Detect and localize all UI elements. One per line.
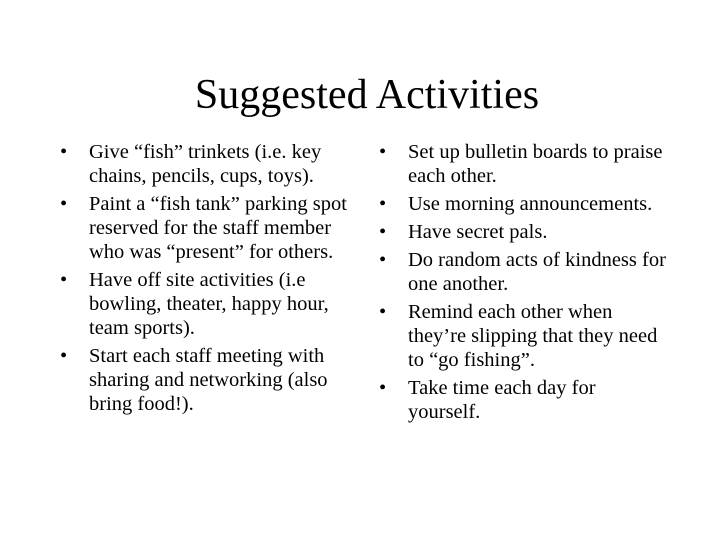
- list-item: [379, 220, 669, 244]
- bullet-icon: •: [379, 221, 387, 243]
- list-item: [379, 376, 669, 424]
- bullet-icon: •: [60, 193, 68, 215]
- list-item-text: Do random acts of kindness for one another.: [408, 249, 666, 295]
- bullet-icon: •: [60, 269, 68, 291]
- list-item-text: Use morning announcements.: [408, 193, 653, 215]
- left-bullet-list: [60, 140, 360, 420]
- list-item-text: Give “fish” trinkets (i.e. key chains, pencils, cups, toys).: [89, 141, 322, 187]
- list-item-text: Have off site activities (i.e bowling, theater, happy hour, team sports).: [89, 269, 329, 339]
- bullet-icon: •: [379, 193, 387, 215]
- list-item-text: Have secret pals.: [408, 221, 548, 243]
- bullet-icon: •: [379, 141, 387, 163]
- list-item: [60, 344, 360, 416]
- list-item: [379, 248, 669, 296]
- right-bullet-list: [379, 140, 669, 428]
- bullet-icon: •: [60, 345, 68, 367]
- list-item: [379, 300, 669, 372]
- bullet-icon: •: [379, 301, 387, 323]
- list-item-text: Remind each other when they’re slipping that they need to “go fishing”.: [408, 301, 658, 371]
- slide-title: Suggested Activities: [194, 72, 540, 118]
- list-item: [379, 192, 669, 216]
- list-item: [379, 140, 669, 188]
- list-item: [60, 192, 360, 264]
- bullet-icon: •: [60, 141, 68, 163]
- bullet-icon: •: [379, 377, 387, 399]
- list-item-text: Take time each day for yourself.: [408, 377, 596, 423]
- list-item-text: Start each staff meeting with sharing and networking (also bring food!).: [89, 345, 328, 415]
- list-item: [60, 140, 360, 188]
- bullet-icon: •: [379, 249, 387, 271]
- list-item-text: Set up bulletin boards to praise each other.: [408, 141, 663, 187]
- list-item-text: Paint a “fish tank” parking spot reserved for the staff member who was “present” for others.: [89, 193, 347, 263]
- list-item: [60, 268, 360, 340]
